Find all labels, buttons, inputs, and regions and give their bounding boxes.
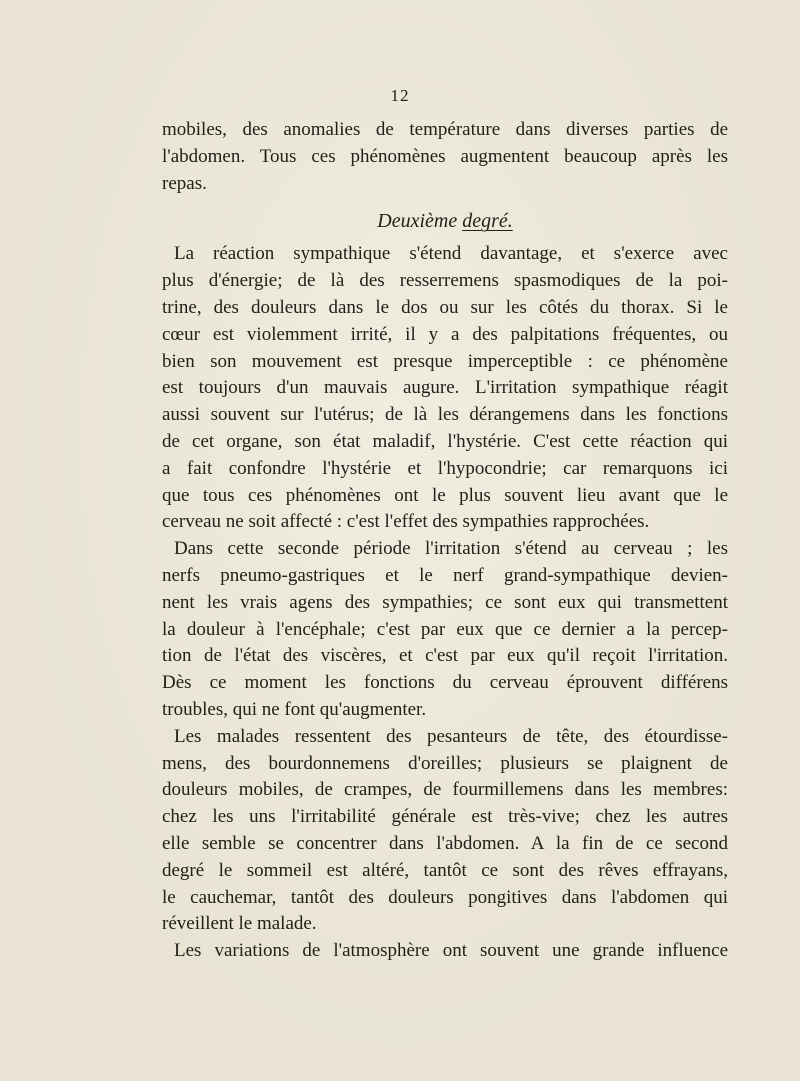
text-line: de cet organe, son état maladif, l'hystérie. C'est cette réaction qui xyxy=(162,430,728,452)
text-line: a fait confondre l'hystérie et l'hypocondrie; car remarquons ici xyxy=(162,457,728,479)
text-line: elle semble se concentrer dans l'abdomen. A la fin de ce second xyxy=(162,832,728,854)
text-line: le cauchemar, tantôt des douleurs pongitives dans l'abdomen qui xyxy=(162,886,728,908)
text-line: cœur est violemment irrité, il y a des palpitations fréquentes, ou xyxy=(162,323,728,345)
text-line: mens, des bourdonnemens d'oreilles; plusieurs se plaignent de xyxy=(162,752,728,774)
body-text xyxy=(162,117,728,965)
text-line: troubles, qui ne font qu'augmenter. xyxy=(162,698,427,720)
text-line: que tous ces phénomènes ont le plus souvent lieu avant que le xyxy=(162,484,728,506)
text-line: douleurs mobiles, de crampes, de fourmillemens dans les membres: xyxy=(162,779,728,801)
text-line: tion de l'état des viscères, et c'est par eux qu'il reçoit l'irritation. xyxy=(162,645,728,667)
text-line: bien son mouvement est presque imperceptible : ce phénomène xyxy=(162,350,728,372)
heading-word: Deuxième xyxy=(377,210,458,233)
text-line: degré le sommeil est altéré, tantôt ce sont des rêves effrayans, xyxy=(162,859,728,881)
text-line: Les malades ressentent des pesanteurs de tête, des étourdisse- xyxy=(174,725,728,747)
text-line: plus d'énergie; de là des resserremens spasmodiques de la poi- xyxy=(162,270,728,292)
page-number: 12 xyxy=(390,86,410,105)
text-line: nerfs pneumo-gastriques et le nerf grand-sympathique devien- xyxy=(162,564,728,586)
text-line: chez les uns l'irritabilité générale est très-vive; chez les autres xyxy=(162,806,728,828)
text-line: l'abdomen. Tous ces phénomènes augmentent beaucoup après les xyxy=(162,145,728,167)
text-line: Dès ce moment les fonctions du cerveau éprouvent différens xyxy=(162,672,728,694)
text-line: trine, des douleurs dans le dos ou sur les côtés du thorax. Si le xyxy=(162,296,728,318)
text-line: nent les vrais agens des sympathies; ce sont eux qui transmettent xyxy=(162,591,728,613)
text-line: aussi souvent sur l'utérus; de là les dérangemens dans les fonctions xyxy=(162,404,728,426)
text-line: Les variations de l'atmosphère ont souvent une grande influence xyxy=(174,940,728,962)
text-line: repas. xyxy=(162,172,207,194)
text-line: mobiles, des anomalies de température dans diverses parties de xyxy=(162,119,728,140)
text-line: cerveau ne soit affecté : c'est l'effet des sympathies rapprochées. xyxy=(162,511,650,533)
text-line: réveillent le malade. xyxy=(162,913,317,935)
text-line: La réaction sympathique s'étend davantage, et s'exerce avec xyxy=(174,243,728,265)
section-heading xyxy=(162,201,728,241)
text-line: est toujours d'un mauvais augure. L'irritation sympathique réagit xyxy=(162,377,728,399)
text-line: la douleur à l'encéphale; c'est par eux que ce dernier a la percep- xyxy=(162,618,728,640)
text-line: Dans cette seconde période l'irritation s'étend au cerveau ; les xyxy=(174,538,728,560)
heading-word-underlined: degré. xyxy=(462,210,513,233)
